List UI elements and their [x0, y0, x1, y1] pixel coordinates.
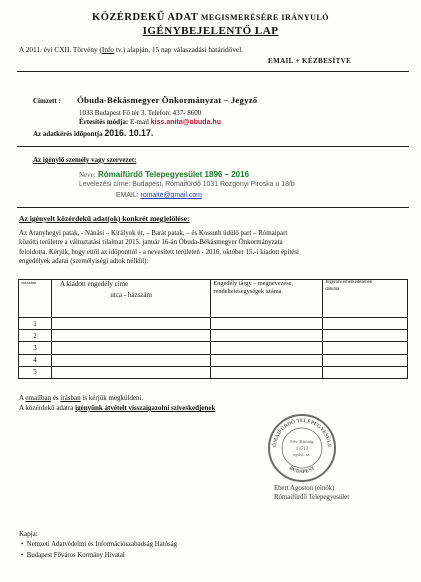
- table-cell[interactable]: [51, 366, 210, 378]
- table-cell[interactable]: [51, 318, 210, 330]
- request-date-line: [33, 128, 153, 138]
- request-date-label: Az adatkérés időpontja: [33, 130, 103, 138]
- col-header-subject-line1: Engedély tárgy – megnevezése,: [213, 280, 294, 287]
- table-cell[interactable]: [323, 342, 408, 354]
- col-header-address: [51, 280, 210, 318]
- svg-text:RÓMAIFÜRDŐ TELEPEGYESÜLET: ÓMAIFÜRDŐ TELEPEGYESÜLE: [271, 417, 333, 448]
- legal-basis-post: tv.) alapján, 15 nap válaszadási határidővel.: [114, 45, 244, 54]
- recipient-address: 1033 Budapest Fő tér 3. Telefon: 437- 8600: [79, 109, 202, 117]
- copies-item: [21, 541, 177, 548]
- col-header-address-line2: utca - házszám: [110, 291, 152, 299]
- table-row: [19, 354, 408, 366]
- bullet-icon: •: [21, 552, 24, 559]
- col-header-date-line1: Jogerőre emelkedésének: [325, 280, 373, 285]
- table-cell[interactable]: [211, 366, 323, 378]
- legal-basis-pre: A 2011. évi CXII. Törvény (: [19, 45, 102, 54]
- closing-written-word: írásban: [60, 394, 81, 402]
- closing-email-word: emailban: [25, 394, 52, 402]
- closing-pre: A: [19, 394, 26, 402]
- row-number: 2: [19, 330, 52, 342]
- col-header-number: sorszám: [19, 280, 52, 318]
- table-cell[interactable]: [211, 354, 323, 366]
- recipient-label: Címzett :: [33, 97, 61, 105]
- closing-post: is kérjük megküldeni.: [80, 394, 144, 402]
- permits-table: [18, 279, 408, 379]
- requester-email-label: EMAIL:: [116, 192, 139, 199]
- table-row: [19, 318, 408, 330]
- svg-text:BUDAPEST: BUDAPEST: [287, 465, 317, 476]
- row-number: 3: [19, 342, 52, 354]
- requester-email[interactable]: romaite@gmail.com: [140, 192, 202, 199]
- col-header-subject: [211, 280, 323, 318]
- divider-request: [17, 207, 409, 208]
- table-cell[interactable]: [51, 354, 210, 366]
- closing-line-2: [19, 404, 215, 412]
- svg-text:Főv. Bíróság: Főv. Bíróság: [290, 439, 314, 444]
- table-row: [19, 330, 408, 342]
- svg-text:nyilvt. sz.: nyilvt. sz.: [293, 452, 311, 457]
- copies-item-text: Budapest Főváros Kormány Hivatal: [26, 552, 125, 559]
- requester-name-label: Neve:: [79, 171, 96, 179]
- table-header-row: [19, 280, 408, 318]
- stamp-seal: [267, 413, 337, 483]
- recipient-email[interactable]: kiss.anita@obuda.hu: [150, 119, 221, 126]
- request-line: engedélyek adatai (személyiségi adtok nélkül):: [19, 258, 149, 266]
- request-line: közötti területre a változtatási tilalmat 2015. január 16-án Óbuda-Békásmegyer Önkormányzata: [19, 239, 283, 247]
- closing-line2-pre: A közérdekű adatra: [19, 404, 76, 412]
- signature-org: Rómaifürdő Telepegyesület: [274, 494, 350, 501]
- table-cell[interactable]: [51, 330, 210, 342]
- closing-line-1: [19, 394, 143, 402]
- legal-basis-line: [19, 45, 409, 54]
- divider-top: [17, 71, 409, 72]
- requester-address: Budapest, Rómaifürdő 1031 Rozgonyi Piroska u 18/b: [132, 181, 295, 188]
- seal-icon: [267, 413, 337, 483]
- copies-item: [21, 552, 125, 559]
- table-cell[interactable]: [211, 330, 323, 342]
- col-header-date: [323, 280, 408, 318]
- request-heading: Az igényelt közérdekű adat(ok) konkrét megjelölése:: [19, 214, 190, 223]
- row-number: 1: [19, 318, 52, 330]
- table-cell[interactable]: [211, 342, 323, 354]
- signature-name: Ebert Agoston (elnök): [274, 485, 335, 492]
- table-cell[interactable]: [323, 318, 408, 330]
- table-row: [19, 366, 408, 378]
- notification-label: Értesítés módja:: [79, 118, 129, 126]
- notification-line: [79, 118, 221, 126]
- form-title-sub: MEGISMERÉSÉRE IRÁNYULÓ: [198, 13, 329, 22]
- request-line: feloldotta. Kérjük, hogy ettől az időponttól - a nevesített területen - 2016. október 15.-i kiadott építési: [19, 248, 299, 256]
- bullet-icon: •: [21, 541, 24, 548]
- requester-email-line: [116, 192, 202, 199]
- requester-heading: Az igénylő személy vagy szervezet:: [33, 156, 137, 164]
- notification-prefix: E-mail: [129, 118, 151, 126]
- form-subtitle: IGÉNYBEJELENTŐ LAP: [142, 25, 279, 37]
- requester-address-line: [79, 181, 295, 188]
- table-cell[interactable]: [323, 354, 408, 366]
- request-line: Az Aranyhegyi patak, - Nánási – Királyok út, – Barát patak, – és Kossuth üdülő part – Rómaipart: [19, 230, 288, 237]
- table-cell[interactable]: [51, 342, 210, 354]
- requester-address-label: Levelezési címe:: [79, 181, 131, 188]
- legal-basis-underlined: Info: [101, 45, 115, 54]
- copies-label: Kapja:: [19, 530, 38, 538]
- recipient-name: Óbuda-Békásmegyer Önkormányzat – Jegyző: [77, 95, 258, 105]
- row-number: 4: [19, 354, 52, 366]
- delivery-method: EMAIL + KÉZBESÍTVE: [268, 57, 352, 65]
- row-number: 5: [19, 366, 52, 378]
- requester-name: Rómaifürdő Telepegyesület 1896 – 2016: [98, 170, 250, 179]
- table-cell[interactable]: [211, 318, 323, 330]
- col-header-subject-line2: rendeltetésegységek száma: [213, 287, 282, 295]
- closing-mid: és: [51, 394, 61, 402]
- table-cell[interactable]: [323, 330, 408, 342]
- table-row: [19, 342, 408, 354]
- col-header-date-line2: dátuma: [325, 286, 340, 292]
- copies-item-text: Nemzeti Adatvédelmi és Információszabadság Hatóság: [26, 541, 178, 548]
- request-body: [19, 229, 414, 267]
- form-title: [0, 12, 421, 23]
- closing-line2-bold: igényünk átvételt visszaigazolni szíveskedjenek: [75, 404, 216, 412]
- table-cell[interactable]: [323, 366, 408, 378]
- form-title-main: KÖZÉRDEKŰ ADAT: [92, 12, 199, 23]
- col-header-address-line1: A kiadott engedély címe: [59, 280, 129, 288]
- divider-middle: [17, 146, 409, 147]
- svg-text:13713: 13713: [295, 447, 309, 452]
- request-date-value: 2016. 10.17.: [104, 128, 154, 138]
